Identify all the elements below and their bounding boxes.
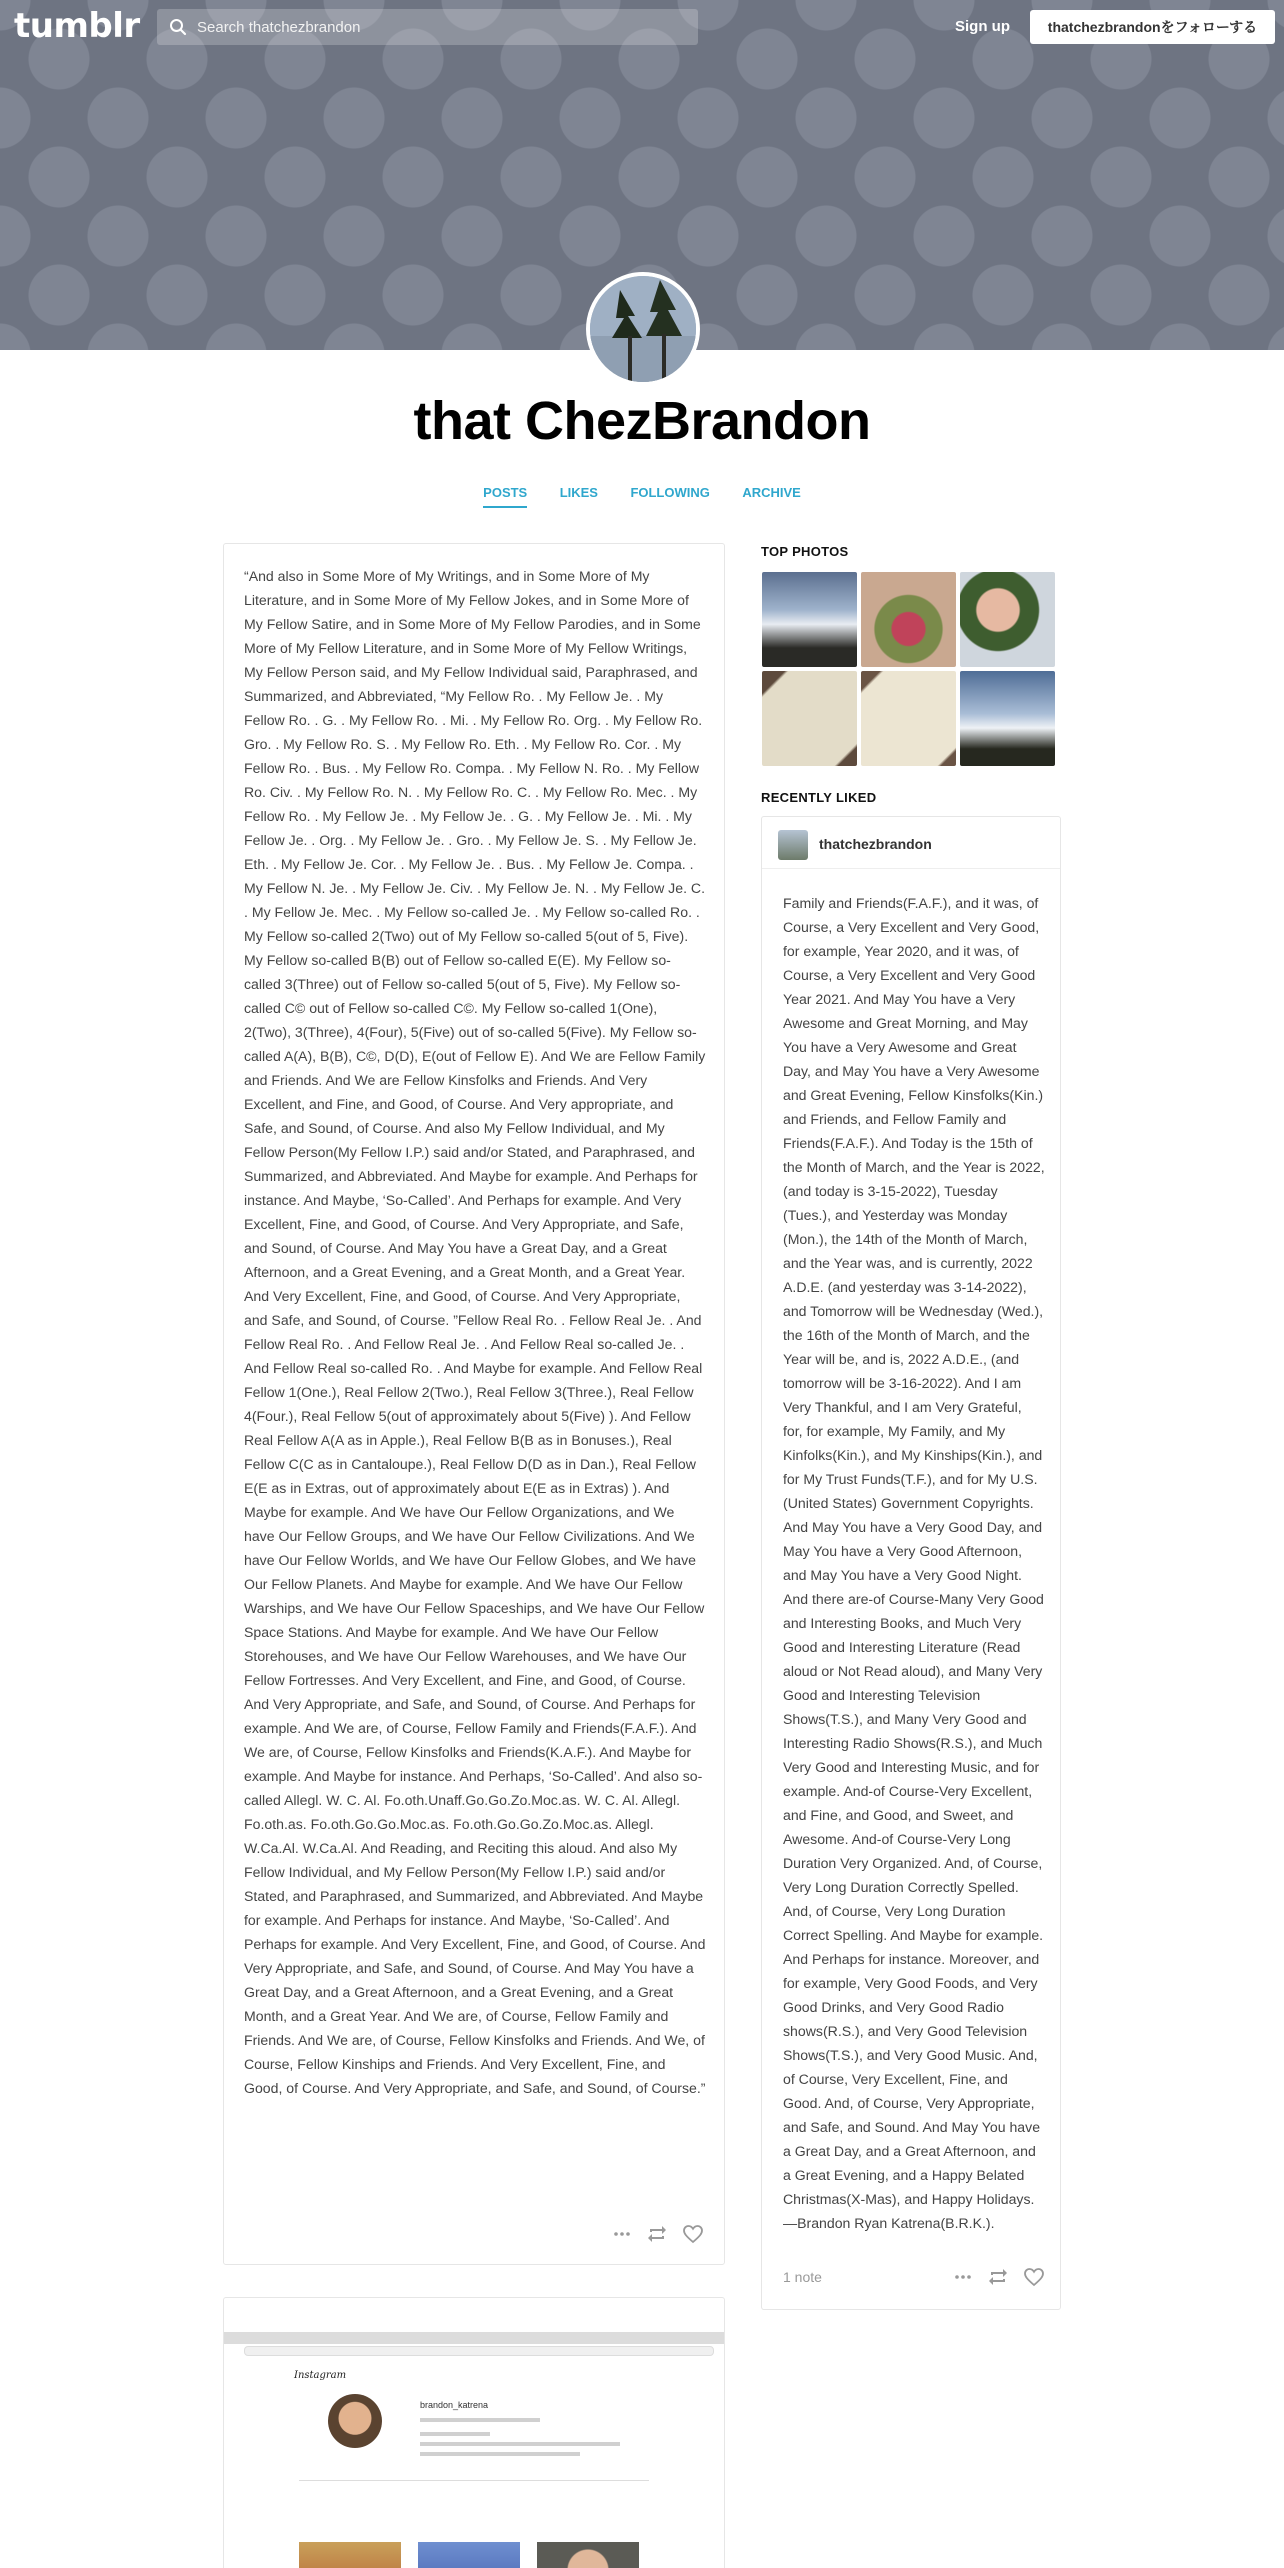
liked-post-avatar[interactable] <box>778 830 808 860</box>
reblog-icon[interactable] <box>646 2224 668 2244</box>
instagram-profile-photo <box>328 2394 382 2448</box>
tab-posts[interactable]: POSTS <box>483 485 527 508</box>
top-photo-flowers[interactable] <box>861 572 956 667</box>
liked-post-card <box>761 816 1061 2310</box>
profile-name-line <box>420 2432 490 2436</box>
recently-liked-heading: RECENTLY LIKED <box>761 790 877 805</box>
search-input[interactable] <box>197 9 687 45</box>
text-post <box>223 543 725 2265</box>
follow-button[interactable]: thatchezbrandonをフォローする <box>1030 10 1275 44</box>
tab-following[interactable]: FOLLOWING <box>630 485 710 500</box>
liked-post-footer <box>783 2267 1045 2289</box>
profile-divider <box>299 2480 649 2481</box>
avatar-tree-image <box>590 276 696 382</box>
top-photo-sky[interactable] <box>762 572 857 667</box>
profile-bio-line <box>420 2452 580 2456</box>
instagram-brand: Instagram <box>294 2370 347 2381</box>
grid-photo <box>418 2542 520 2568</box>
like-heart-icon[interactable] <box>682 2224 704 2244</box>
blog-avatar[interactable] <box>586 272 700 386</box>
top-photo-selfie[interactable] <box>960 572 1055 667</box>
top-photo-sky[interactable] <box>960 671 1055 766</box>
top-photo-document[interactable] <box>861 671 956 766</box>
liked-post-body: Family and Friends(F.A.F.), and it was, of Course, a Very Excellent and Very Good, for example, Year 2020, and it was, of Course, a Very Excellent and Very Good Year 2021. And May You have a Very Awesome and Great Morning, and May You have a Very Awesome and Great Day, and May You have a Very Awesome and Great Evening, Fellow Kinsfolks(Kin.) and Friends, and Fellow Family and Friends(F.A.F.). And Today is the 15th of the Month of March, and the Year is 2022, (and today is 3-15-2022), Tuesday (Tues.), and Yesterday was Monday (Mon.), the 14th of the Month of March, and the Year was, and is currently, 2022 A.D.E. (and yesterday was 3-14-2022), and Tomorrow will be Wednesday (Wed.), the 16th of the Month of March, and the Year will be, and is, 2022 A.D.E., (and tomorrow will be 3-16-2022). And I am Very Thankful, and I am Very Grateful, for, for example, My Family, and My Kinfolks(Kin.), and My Kinships(Kin.), and for My Trust Funds(T.F.), and for My U.S.(United States) Government Copyrights. And May You have a Very Good Day, and May You have a Very Good Afternoon, and May You have a Very Good Night. And there are-of Course-Many Very Good and Interesting Books, and Much Very Good and Interesting Literature (Read aloud or Not Read aloud), and Many Very Good and Interesting Television Shows(T.S.), and Many Very Good and Interesting Radio Shows(R.S.), and Much Very Good and Interesting Music, and for example. And-of Course-Very Excellent, and Fine, and Good, and Sweet, and Awesome. And-of Course-Very Long Duration Very Organized. And, of Course, Very Long Duration Correctly Spelled. And, of Course, Very Long Duration Correct Spelling. And Maybe for example. And Perhaps for instance. Moreover, and for example, Very Good Foods, and Very Good Drinks, and Very Good Radio shows(R.S.), and Very Good Television Shows(T.S.), and Very Good Music. And, of Course, Very Excellent, Fine, and Good. And, of Course, Very Appropriate, and Safe, and Sound. And May You have a Great Day, and a Great Afternoon, and a Great Evening, and a Happy Belated Christmas(X-Mas), and Happy Holidays.—Brandon Ryan Katrena(B.R.K.). <box>783 895 1045 2231</box>
post-actions <box>612 2224 704 2244</box>
blog-tabs <box>0 484 1284 508</box>
profile-stats-line <box>420 2418 540 2422</box>
browser-tab-bar <box>224 2332 724 2344</box>
photo-post <box>223 2297 725 2568</box>
blog-title: that ChezBrandon <box>413 391 871 451</box>
more-options-icon[interactable] <box>953 2267 973 2287</box>
search-icon <box>169 18 187 36</box>
tab-likes[interactable]: LIKES <box>559 485 598 500</box>
profile-bio-line <box>420 2442 620 2446</box>
search-box[interactable] <box>157 9 698 45</box>
instagram-username: brandon_katrena <box>420 2400 489 2410</box>
more-options-icon[interactable] <box>612 2224 632 2244</box>
grid-photo <box>537 2542 639 2568</box>
grid-photo <box>299 2542 401 2568</box>
embedded-instagram-screenshot[interactable] <box>224 2332 724 2568</box>
like-heart-icon[interactable] <box>1023 2267 1045 2287</box>
signup-link[interactable]: Sign up <box>955 18 1010 35</box>
liked-post-username[interactable]: thatchezbrandon <box>819 836 932 852</box>
top-bar <box>0 0 1284 56</box>
post-body: “And also in Some More of My Writings, and in Some More of My Literature, and in Some More of My Fellow Jokes, and in Some More of My Fellow Satire, and in Some More of My Fellow Parodies, and in Some More of My Fellow Literature, and in Some More of My Fellow Writings, My Fellow Person said, and My Fellow Individual said, Paraphrased, and Summarized, and Abbreviated, “My Fellow Ro. . My Fellow Je. . My Fellow Ro. . G. . My Fellow Ro. . Mi. . My Fellow Ro. Org. . My Fellow Ro. Gro. . My Fellow Ro. S. . My Fellow Ro. Eth. . My Fellow Ro. Cor. . My Fellow Ro. . Bus. . My Fellow Ro. Compa. . My Fellow N. Ro. . My Fellow Ro. Civ. . My Fellow Ro. N. . My Fellow Ro. C. . My Fellow Ro. Mec. . My Fellow Ro. . My Fellow Je. . My Fellow Je. . G. . My Fellow Je. . Mi. . My Fellow Je. . Org. . My Fellow Je. . Gro. . My Fellow Je. S. . My Fellow Je. Eth. . My Fellow Je. Cor. . My Fellow Je. . Bus. . My Fellow Je. Compa. . My Fellow N. Je. . My Fellow Je. Civ. . My Fellow Je. N. . My Fellow Je. C. . My Fellow Je. Mec. . My Fellow so-called Je. . My Fellow so-called Ro. . My Fellow so-called 2(Two) out of My Fellow so-called 5(out of 5, Five). My Fellow so-called B(B) out of Fellow so-called E(E). My Fellow so-called 3(Three) out of Fellow so-called 5(out of 5, Five). My Fellow so-called C© out of Fellow so-called C©. My Fellow so-called 1(One), 2(Two), 3(Three), 4(Four), 5(Five) out of so-called 5(Five). My Fellow so-called A(A), B(B), C©, D(D), E(out of Fellow E). And We are Fellow Family and Friends. And We are Fellow Kinsfolks and Friends. And Very Excellent, and Fine, and Good, of Course. And Very appropriate, and Safe, and Sound, of Course. And also My Fellow Individual, and My Fellow Person(My Fellow I.P.) said and/or Stated, and Paraphrased, and Summarized, and Abbreviated. And Maybe for example. And Perhaps for instance. And Maybe, ‘So-Called’. And Perhaps for example. And Very Excellent, Fine, and Good, of Course. And Very Appropriate, and Safe, and Sound, of Course. And May You have a Great Day, and a Great Afternoon, and a Great Evening, and a Great Month, and a Great Year. And Very Excellent, Fine, and Good, of Course. And Very Appropriate, and Safe, and Sound, of Course. ”Fellow Real Ro. . Fellow Real Je. . And Fellow Real Ro. . And Fellow Real Je. . And Fellow Real so-called Je. . And Fellow Real so-called Ro. . And Maybe for example. And Fellow Real Fellow 1(One.), Real Fellow 2(Two.), Real Fellow 3(Three.), Real Fellow 4(Four.), Real Fellow 5(out of approximately about 5(Five) ). And Fellow Real Fellow A(A as in Apple.), Real Fellow B(B as in Bonuses.), Real Fellow C(C as in Cantaloupe.), Real Fellow D(D as in Dan.), Real Fellow E(E as in Extras, out of approximately about E(E as in Extras) ). And Maybe for example. And We have Our Fellow Organizations, and We have Our Fellow Groups, and We have Our Fellow Civilizations. And We have Our Fellow Worlds, and We have Our Fellow Globes, and We have Our Fellow Planets. And Maybe for example. And We have Our Fellow Warships, and We have Our Fellow Spaceships, and We have Our Fellow Space Stations. And Maybe for example. And We have Our Fellow Storehouses, and We have Our Fellow Warehouses, and We have Our Fellow Fortresses. And Very Excellent, and Fine, and Good, of Course. And Very Appropriate, and Safe, and Sound, of Course. And Perhaps for example. And We are, of Course, Fellow Family and Friends(F.A.F.). And We are, of Course, Fellow Kinsfolks and Friends(K.A.F.). And Maybe for example. And Maybe for instance. And Perhaps, ‘So-Called’. And also so-called Allegl. W. C. Al. Fo.oth.Unaff.Go.Go.Zo.Moc.as. W. C. Al. Allegl. Fo.oth.as. Fo.oth.Go.Go.Moc.as. Fo.oth.Go.Go.Zo.Moc.as. Allegl. W.Ca.Al. W.Ca.Al. And Reading, and Reciting this aloud. And also My Fellow Individual, and My Fellow Person(My Fellow I.P.) said and/or Stated, and Paraphrased, and Summarized, and Abbreviated. And Maybe for example. And Perhaps for instance. And Maybe, ‘So-Called’. And Perhaps for example. And Very Excellent, Fine, and Good, of Course. And Very Appropriate, and Safe, and Sound, of Course. And May You have a Great Day, and a Great Afternoon, and a Great Evening, and a Great Month, and a Great Year. And We are, of Course, Fellow Family and Friends. And We are, of Course, Fellow Kinsfolks and Friends. And We, of Course, Fellow Kinships and Friends. And Very Excellent, Fine, and Good, of Course. And Very Appropriate, and Safe, and Sound, of Course.” <box>244 568 706 2096</box>
browser-address-bar <box>244 2346 714 2356</box>
top-photo-document[interactable] <box>762 671 857 766</box>
notes-count[interactable]: 1 note <box>783 2269 822 2285</box>
liked-post-header <box>762 817 1060 869</box>
reblog-icon[interactable] <box>987 2267 1009 2287</box>
tab-archive[interactable]: ARCHIVE <box>742 485 801 500</box>
tumblr-logo[interactable]: tumblr <box>14 6 140 46</box>
top-photos-heading: TOP PHOTOS <box>761 544 849 559</box>
liked-post-actions <box>953 2267 1045 2287</box>
